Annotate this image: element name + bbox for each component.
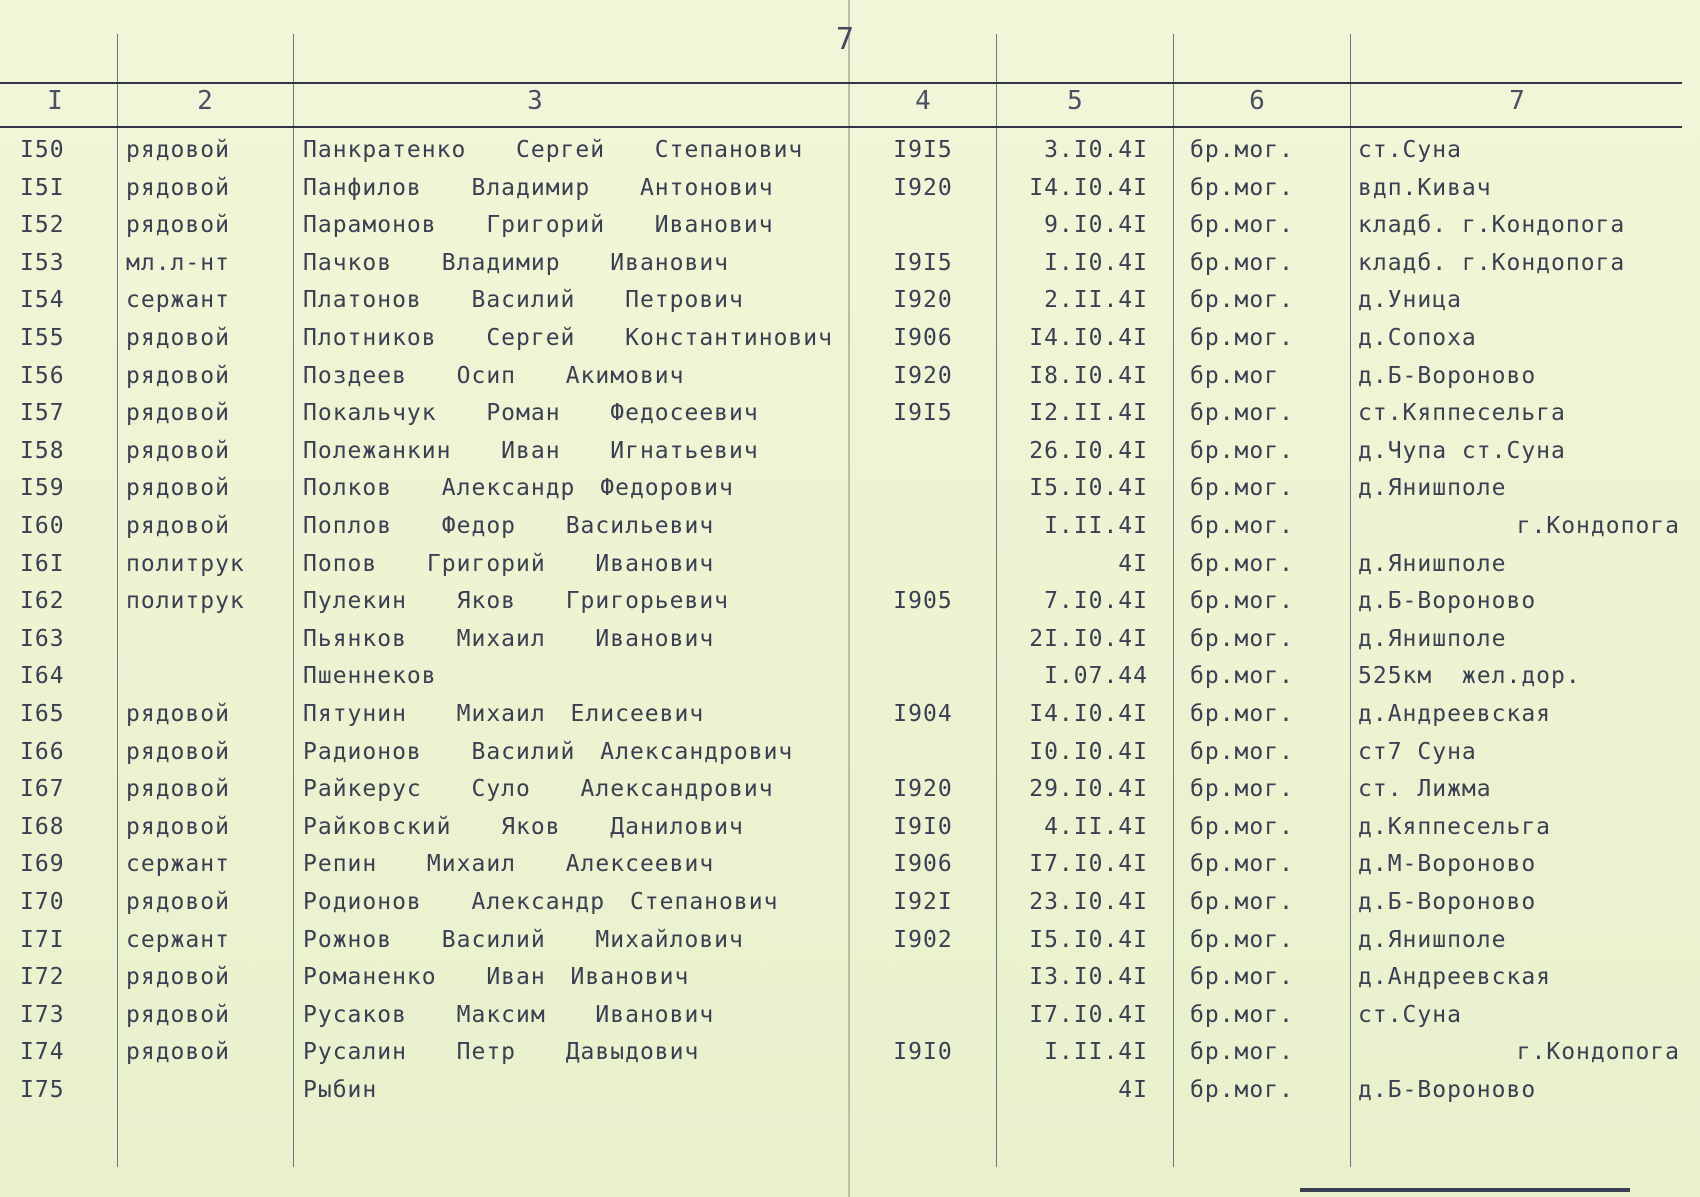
table-row [0,400,1700,437]
header-rule-top [0,82,1682,84]
full-name-cell: Покальчук Роман Федосеевич [303,400,759,427]
death-date-cell: 2.II.4I [1044,287,1148,314]
table-row [0,363,1700,400]
burial-type-cell: бр.мог. [1190,889,1294,915]
full-name-cell: Панфилов Владимир Антонович [303,174,774,201]
burial-type-cell: бр.мог. [1190,588,1294,615]
rank-cell: рядовой [126,137,230,163]
burial-place-cell: 525км жел.дор. [1358,663,1581,690]
burial-type-cell: бр.мог. [1190,701,1294,727]
full-name-cell: Парамонов Григорий Иванович [303,212,774,239]
burial-type-cell: бр.мог. [1190,437,1294,464]
death-date-cell: I4.I0.4I [1029,325,1148,351]
rank-cell: рядовой [126,212,230,239]
birth-year-cell: I9I5 [893,400,953,427]
death-date-cell: 4I [1118,550,1148,577]
rank-cell: политрук [126,550,245,577]
rank-cell: рядовой [126,400,230,427]
burial-place-cell: кладб. г.Кондопога [1358,212,1626,239]
rank-cell: рядовой [126,325,230,351]
rank-cell: политрук [126,588,245,615]
rank-cell: сержант [126,287,230,314]
birth-year-cell: I920 [893,174,953,201]
table-row [0,588,1700,625]
birth-year-cell: I905 [893,588,953,615]
rank-cell: сержант [126,926,230,953]
rank-cell: рядовой [126,701,230,727]
burial-place-cell: г.Кондопога [1516,513,1680,539]
column-header-2: 2 [197,86,213,116]
death-date-cell: 29.I0.4I [1029,776,1148,803]
burial-place-cell: ст7 Суна [1358,738,1477,765]
death-date-cell: I4.I0.4I [1029,701,1148,727]
death-date-cell: I.I0.4I [1044,249,1148,276]
burial-place-cell: кладб. г.Кондопога [1358,249,1626,276]
full-name-cell: Пьянков Михаил Иванович [303,625,715,652]
entry-number: I53 [20,249,65,276]
entry-number: I75 [20,1077,65,1103]
full-name-cell: Радионов Василий Александрович [303,738,794,765]
full-name-cell: Платонов Василий Петрович [303,287,744,314]
entry-number: I64 [20,663,65,690]
burial-place-cell: ст.Суна [1358,137,1462,163]
full-name-cell: Панкратенко Сергей Степанович [303,137,804,163]
burial-type-cell: бр.мог. [1190,325,1294,351]
entry-number: I63 [20,625,65,652]
death-date-cell: I.II.4I [1044,1039,1148,1066]
birth-year-cell: I906 [893,325,953,351]
entry-number: I6I [20,550,65,577]
table-row [0,927,1700,964]
full-name-cell: Плотников Сергей Константинович [303,325,833,351]
burial-place-cell: д.Андреевская [1358,964,1552,991]
burial-place-cell: д.Б-Вороново [1358,588,1537,615]
rank-cell: рядовой [126,362,230,389]
entry-number: I62 [20,588,65,615]
full-name-cell: Полежанкин Иван Игнатьевич [303,437,759,464]
table-row [0,626,1700,663]
burial-place-cell: д.Янишполе [1358,926,1507,953]
table-row [0,889,1700,926]
column-header-5: 5 [1067,86,1083,116]
entry-number: I60 [20,513,65,539]
full-name-cell: Русаков Максим Иванович [303,1001,715,1028]
table-row [0,776,1700,813]
table-row [0,739,1700,776]
birth-year-cell: I92I [893,889,953,915]
entry-number: I74 [20,1039,65,1066]
death-date-cell: I0.I0.4I [1029,738,1148,765]
birth-year-cell: I920 [893,287,953,314]
rank-cell: сержант [126,851,230,878]
burial-type-cell: бр.мог. [1190,1039,1294,1066]
burial-type-cell: бр.мог. [1190,287,1294,314]
death-date-cell: I4.I0.4I [1029,174,1148,201]
table-row [0,701,1700,738]
birth-year-cell: I920 [893,776,953,803]
rank-cell: рядовой [126,437,230,464]
full-name-cell: Пшеннеков [303,663,437,690]
full-name-cell: Репин Михаил Алексеевич [303,851,715,878]
full-name-cell: Поздеев Осип Акимович [303,362,685,389]
burial-place-cell: ст.Кяппесельга [1358,400,1566,427]
burial-type-cell: бр.мог. [1190,513,1294,539]
entry-number: I59 [20,475,65,502]
burial-place-cell: д.Б-Вороново [1358,362,1537,389]
birth-year-cell: I9I0 [893,813,953,840]
burial-place-cell: д.Б-Вороново [1358,889,1537,915]
death-date-cell: I5.I0.4I [1029,926,1148,953]
table-row [0,438,1700,475]
table-row [0,250,1700,287]
entry-number: I54 [20,287,65,314]
death-date-cell: I8.I0.4I [1029,362,1148,389]
burial-type-cell: бр.мог. [1190,776,1294,803]
edge-mark [1300,1188,1630,1192]
burial-type-cell: бр.мог. [1190,926,1294,953]
entry-number: I70 [20,889,65,915]
table-row [0,475,1700,512]
entry-number: I66 [20,738,65,765]
burial-type-cell: бр.мог. [1190,851,1294,878]
full-name-cell: Романенко Иван Иванович [303,964,690,991]
death-date-cell: 23.I0.4I [1029,889,1148,915]
death-date-cell: 7.I0.4I [1044,588,1148,615]
entry-number: I7I [20,926,65,953]
table-row [0,287,1700,324]
column-header-6: 6 [1249,86,1265,116]
burial-type-cell: бр.мог. [1190,249,1294,276]
burial-type-cell: бр.мог. [1190,1077,1294,1103]
death-date-cell: I.07.44 [1044,663,1148,690]
burial-place-cell: д.Андреевская [1358,701,1552,727]
table-row [0,1077,1700,1114]
column-header-3: 3 [527,86,543,116]
rank-cell: рядовой [126,174,230,201]
full-name-cell: Поплов Федор Васильевич [303,513,715,539]
table-row [0,513,1700,550]
death-date-cell: I7.I0.4I [1029,851,1148,878]
entry-number: I52 [20,212,65,239]
burial-type-cell: бр.мог. [1190,964,1294,991]
full-name-cell: Рыбин [303,1077,378,1103]
death-date-cell: 3.I0.4I [1044,137,1148,163]
full-name-cell: Родионов Александр Степанович [303,889,779,915]
burial-type-cell: бр.мог. [1190,813,1294,840]
death-date-cell: I2.II.4I [1029,400,1148,427]
birth-year-cell: I9I5 [893,137,953,163]
table-row [0,212,1700,249]
full-name-cell: Русалин Петр Давыдович [303,1039,700,1066]
death-date-cell: 9.I0.4I [1044,212,1148,239]
entry-number: I69 [20,851,65,878]
death-date-cell: I.II.4I [1044,513,1148,539]
rank-cell: рядовой [126,513,230,539]
table-row [0,851,1700,888]
rank-cell: рядовой [126,813,230,840]
birth-year-cell: I9I5 [893,249,953,276]
birth-year-cell: I9I0 [893,1039,953,1066]
entry-number: I67 [20,776,65,803]
rank-cell: рядовой [126,964,230,991]
birth-year-cell: I906 [893,851,953,878]
burial-type-cell: бр.мог. [1190,400,1294,427]
entry-number: I65 [20,701,65,727]
page-number: 7 [836,22,855,57]
death-date-cell: 2I.I0.4I [1029,625,1148,652]
full-name-cell: Пятунин Михаил Елисеевич [303,701,705,727]
full-name-cell: Райковский Яков Данилович [303,813,744,840]
full-name-cell: Райкерус Суло Александрович [303,776,774,803]
burial-place-cell: д.Чупа ст.Суна [1358,437,1566,464]
column-header-4: 4 [915,86,931,116]
burial-place-cell: д.Янишполе [1358,550,1507,577]
table-row [0,551,1700,588]
death-date-cell: I3.I0.4I [1029,964,1148,991]
burial-type-cell: бр.мог. [1190,137,1294,163]
death-date-cell: I5.I0.4I [1029,475,1148,502]
entry-number: I68 [20,813,65,840]
burial-type-cell: бр.мог [1190,362,1280,389]
burial-type-cell: бр.мог. [1190,550,1294,577]
entry-number: I55 [20,325,65,351]
burial-place-cell: д.Уница [1358,287,1462,314]
burial-type-cell: бр.мог. [1190,625,1294,652]
death-date-cell: I7.I0.4I [1029,1001,1148,1028]
column-header-1: I [47,86,63,116]
full-name-cell: Пачков Владимир Иванович [303,249,730,276]
table-row [0,814,1700,851]
birth-year-cell: I920 [893,362,953,389]
table-row [0,964,1700,1001]
burial-type-cell: бр.мог. [1190,475,1294,502]
burial-place-cell: д.Б-Вороново [1358,1077,1537,1103]
death-date-cell: 4I [1118,1077,1148,1103]
full-name-cell: Полков Александр Федорович [303,475,734,502]
burial-type-cell: бр.мог. [1190,738,1294,765]
header-rule-bottom [0,126,1682,128]
table-row [0,1039,1700,1076]
burial-place-cell: г.Кондопога [1516,1039,1680,1066]
table-row [0,175,1700,212]
burial-place-cell: д.Янишполе [1358,625,1507,652]
entry-number: I73 [20,1001,65,1028]
rank-cell: рядовой [126,738,230,765]
burial-type-cell: бр.мог. [1190,1001,1294,1028]
full-name-cell: Попов Григорий Иванович [303,550,715,577]
birth-year-cell: I904 [893,701,953,727]
burial-place-cell: ст. Лижма [1358,776,1492,803]
rank-cell: мл.л-нт [126,249,230,276]
burial-place-cell: вдп.Кивач [1358,174,1492,201]
table-row [0,663,1700,700]
death-date-cell: 4.II.4I [1044,813,1148,840]
burial-place-cell: д.Кяппесельга [1358,813,1552,840]
rank-cell: рядовой [126,1039,230,1066]
table-row [0,137,1700,174]
burial-type-cell: бр.мог. [1190,663,1294,690]
entry-number: I5I [20,174,65,201]
burial-place-cell: ст.Суна [1358,1001,1462,1028]
death-date-cell: 26.I0.4I [1029,437,1148,464]
birth-year-cell: I902 [893,926,953,953]
rank-cell: рядовой [126,889,230,915]
full-name-cell: Пулекин Яков Григорьевич [303,588,730,615]
entry-number: I56 [20,362,65,389]
entry-number: I58 [20,437,65,464]
entry-number: I72 [20,964,65,991]
rank-cell: рядовой [126,1001,230,1028]
burial-place-cell: д.М-Вороново [1358,851,1537,878]
table-row [0,1002,1700,1039]
rank-cell: рядовой [126,475,230,502]
burial-place-cell: д.Сопоха [1358,325,1477,351]
full-name-cell: Рожнов Василий Михайлович [303,926,744,953]
burial-type-cell: бр.мог. [1190,212,1294,239]
burial-place-cell: д.Янишполе [1358,475,1507,502]
entry-number: I50 [20,137,65,163]
column-header-7: 7 [1509,86,1525,116]
burial-type-cell: бр.мог. [1190,174,1294,201]
entry-number: I57 [20,400,65,427]
rank-cell: рядовой [126,776,230,803]
table-row [0,325,1700,362]
